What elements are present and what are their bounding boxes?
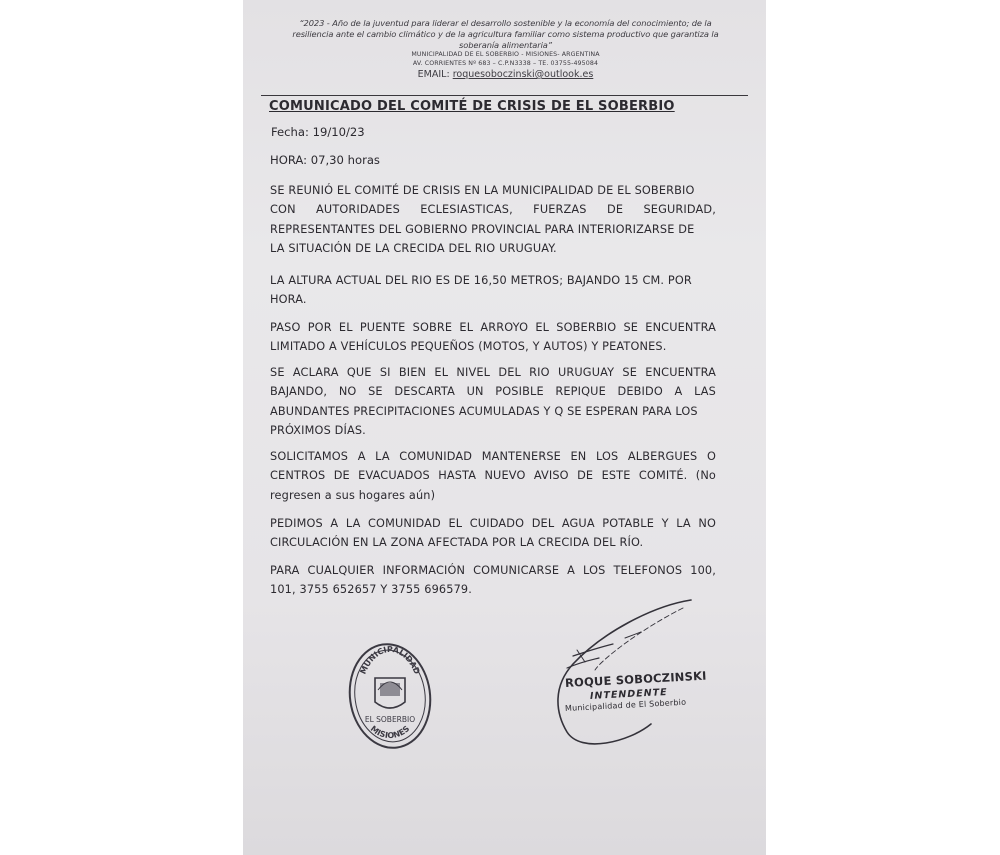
paragraph-line: LA ALTURA ACTUAL DEL RIO ES DE 16,50 METROS; BAJANDO 15 CM. POR <box>270 274 692 287</box>
email-label: EMAIL: <box>417 69 450 80</box>
paragraph-river-height <box>270 271 716 310</box>
municipality-line: MUNICIPALIDAD DE EL SOBERBIO - MISIONES- ARGENTINA <box>411 51 600 58</box>
paragraph-line: SE ACLARA QUE SI BIEN EL NIVEL DEL RIO URUGUAY SE ENCUENTRA <box>270 366 716 379</box>
paragraph-line: regresen a sus hogares aún) <box>270 488 436 502</box>
paragraph-line: 101, 3755 652657 Y 3755 696579. <box>270 583 472 597</box>
seal-bottom-text: MISIONES <box>368 724 412 741</box>
paragraph-line: REPRESENTANTES DEL GOBIERNO PROVINCIAL PARA INTERIORIZARSE DE <box>270 222 695 236</box>
email-link[interactable]: roquesoboczinski@outlook.es <box>452 69 594 80</box>
time-line: HORA: 07,30 horas <box>270 153 380 167</box>
paragraph-line: LIMITADO A VEHÍCULOS PEQUEÑOS (MOTOS, Y AUTOS) Y PEATONES. <box>270 340 667 354</box>
motto-line: “2023 - Año de la juventud para liderar el desarrollo sostenible y la economía del conocimiento; de la <box>299 18 712 28</box>
document-page <box>243 0 766 855</box>
seal-top-text: MUNICIPALIDAD <box>358 644 422 676</box>
letterhead <box>263 18 748 81</box>
motto-line: resiliencia ante el cambio climático y de la agricultura familiar como sistema productivo que garantiza la <box>292 29 719 39</box>
paragraph-line: BAJANDO, NO SE DESCARTA UN POSIBLE REPIQUE DEBIDO A LAS <box>270 385 716 399</box>
paragraph-line: CIRCULACIÓN EN LA ZONA AFECTADA POR LA CRECIDA DEL RÍO. <box>270 536 644 550</box>
paragraph-line: PEDIMOS A LA COMUNIDAD EL CUIDADO DEL AGUA POTABLE Y LA NO <box>270 517 716 530</box>
signatory-organization: Municipalidad de El Soberbio <box>564 697 687 713</box>
signatory-name: ROQUE SOBOCZINSKI <box>564 668 707 690</box>
paragraph-line: ABUNDANTES PRECIPITACIONES ACUMULADAS Y Q SE ESPERAN PARA LOS <box>270 404 698 418</box>
address-line: AV. CORRIENTES Nº 683 – C.P.N3338 – TE. 03755-495084 <box>412 59 599 67</box>
paragraph-line: HORA. <box>270 293 307 307</box>
header-divider <box>261 95 748 96</box>
paragraph-line: CENTROS DE EVACUADOS HASTA NUEVO AVISO DE ESTE COMITÉ. (No <box>270 469 716 483</box>
email-line <box>263 69 748 81</box>
motto-line: soberanía alimentaria” <box>459 40 552 50</box>
paragraph-line: SOLICITAMOS A LA COMUNIDAD MANTENERSE EN LOS ALBERGUES O <box>270 450 716 463</box>
paragraph-bridge <box>270 318 716 357</box>
signatory-role: INTENDENTE <box>589 686 668 702</box>
paragraph-line: PARA CUALQUIER INFORMACIÓN COMUNICARSE A LOS TELEFONOS 100, <box>270 564 716 577</box>
paragraph-line: LA SITUACIÓN DE LA CRECIDA DEL RIO URUGUAY. <box>270 242 557 256</box>
paragraph-water <box>270 514 716 553</box>
paragraph-line: PASO POR EL PUENTE SOBRE EL ARROYO EL SOBERBIO SE ENCUENTRA <box>270 321 716 334</box>
paragraph-shelters <box>270 447 716 505</box>
document-title: COMUNICADO DEL COMITÉ DE CRISIS DE EL SOBERBIO <box>269 99 675 114</box>
paragraph-line: CON AUTORIDADES ECLESIASTICAS, FUERZAS DE SEGURIDAD, <box>270 203 716 217</box>
municipal-seal-stamp <box>345 638 435 750</box>
paragraph-line: PRÓXIMOS DÍAS. <box>270 424 366 438</box>
date-line: Fecha: 19/10/23 <box>271 125 365 139</box>
paragraph-line: SE REUNIÓ EL COMITÉ DE CRISIS EN LA MUNICIPALIDAD DE EL SOBERBIO <box>270 184 695 197</box>
seal-middle-text: EL SOBERBIO <box>364 715 416 724</box>
paragraph-meeting <box>270 181 716 259</box>
paragraph-river-level <box>270 363 716 441</box>
